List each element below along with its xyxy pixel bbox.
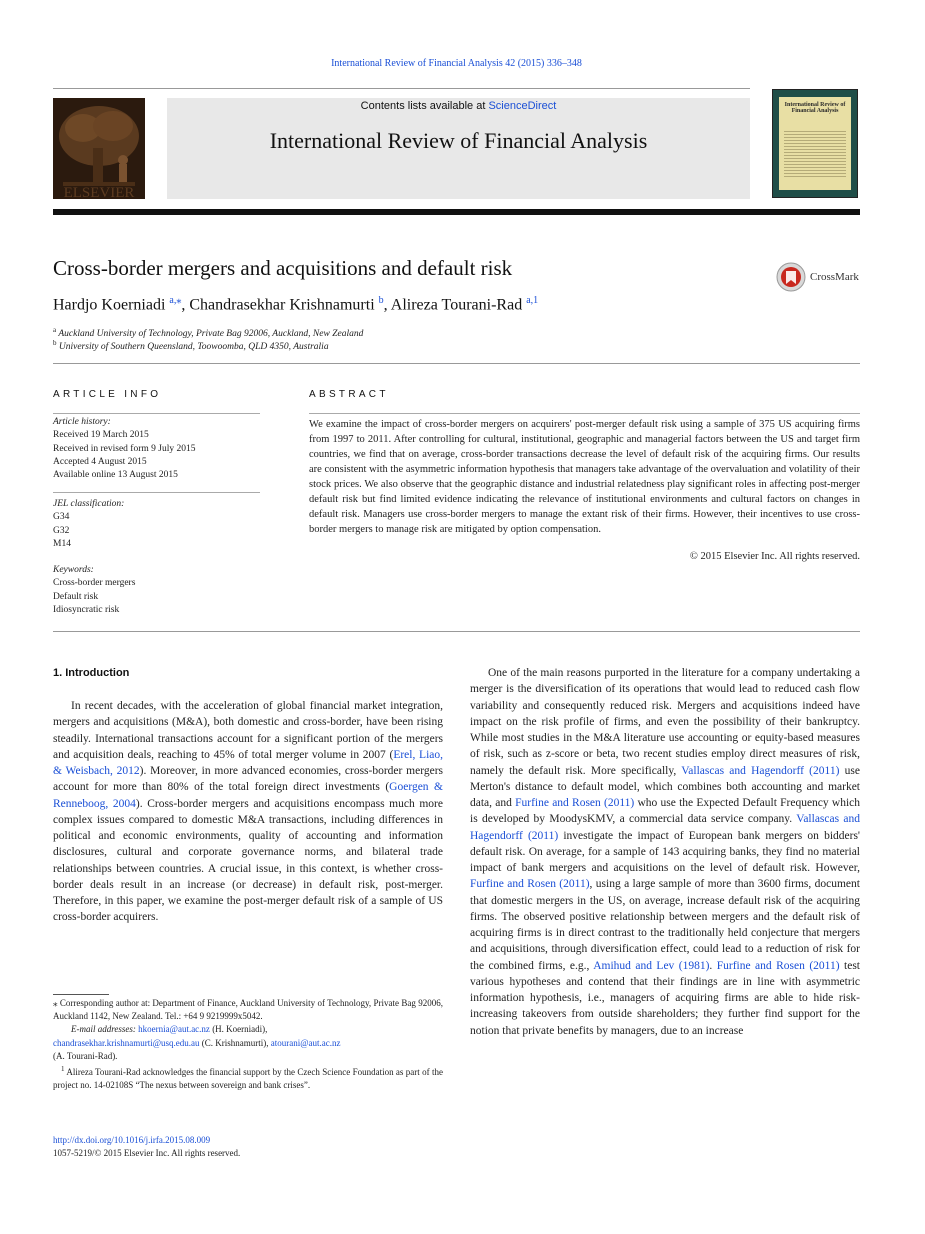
text-run: ). Moreover, in more advanced economies, cross-border mergers account for more than 80% of the total foreign direct investments ( [53, 765, 443, 794]
article-history [53, 416, 195, 482]
history-item: Accepted 4 August 2015 [53, 456, 147, 467]
jel-code: M14 [53, 538, 71, 549]
email-addresses [53, 1023, 443, 1036]
keywords [53, 564, 135, 617]
article-info-rule [53, 413, 260, 414]
text-run: ). Cross-border mergers and acquisitions encompass much more complex issues compared to domestic M&A transactions, including differences in political and economic environments, quality of accounting and information disclosures, cultural and corporate governance norms, and bilateral trade relationships between countries. A crucial issue, in this context, is whether cross-border deals result in an increase (or decrease) in default risk, post-merger. Therefore, in this paper, we examine the post-merger default risk of a sample of US cross-border acquirers. [53, 797, 443, 924]
footnote-mark: 1 [61, 1065, 65, 1074]
email-owner: (H. Koerniadi), [209, 1024, 268, 1035]
header-rule [53, 88, 750, 89]
history-item: Received 19 March 2015 [53, 430, 149, 441]
journal-reference-link[interactable]: International Review of Financial Analysis 42 (2015) 336–348 [331, 58, 582, 69]
doi-block [53, 1134, 240, 1160]
text-run: use Merton's distance to default model, which combines both accounting and market data, and [470, 764, 860, 809]
email-label: E-mail addresses: [71, 1024, 136, 1035]
contents-prefix: Contents lists available at [360, 100, 489, 112]
email-owner: (A. Tourani-Rad). [53, 1050, 118, 1061]
affiliation-mark: b [53, 339, 57, 347]
footnotes [53, 997, 443, 1092]
text-run: , using a large sample of more than 3600 firms, document that domestic mergers in the US, on average, increase default risk of the acquiring firms. The observed positive relationship between mergers and the default risk of acquiring firms is in direct contrast to the traditionally held conjecture that mergers and acquisitions, through diversification effect, could lead to a reduction of risk for the combined firms, e.g., [470, 878, 860, 972]
issn-line: 1057-5219/© 2015 Elsevier Inc. All rights reserved. [53, 1148, 241, 1158]
citation-link[interactable]: Furfine and Rosen (2011) [716, 959, 840, 972]
jel-classification [53, 498, 124, 551]
text-run: In recent decades, with the acceleration of global financial market integration, mergers and acquisitions (M&A), both domestic and cross-border, have been rising steadily. International transactions account for a significant portion of the mergers and acquisition deals, reaching to 45% of total merger volume in 2007 ( [53, 700, 443, 761]
corresponding-author-note: ⁎ Corresponding author at: Department of Finance, Auckland University of Technology, Private Bag 92006, Auckland 1142, New Zealand. Tel.: +64 9 9219999x5042. [53, 998, 443, 1022]
copyright: © 2015 Elsevier Inc. All rights reserved. [689, 551, 860, 562]
affiliation-text: Auckland University of Technology, Private Bag 92006, Auckland, New Zealand [58, 329, 364, 340]
citation-link[interactable]: Vallascas and Hagendorff (2011) [681, 764, 840, 777]
header-rule-thick [53, 209, 860, 215]
abstract-rule [309, 413, 860, 414]
publisher-logo [53, 98, 145, 199]
email-owner: (C. Krishnamurti), [199, 1037, 271, 1048]
journal-title: International Review of Financial Analysis [269, 128, 648, 153]
crossmark-icon[interactable] [776, 262, 806, 292]
cover-title: International Review of Financial Analysis [784, 102, 846, 114]
intro-paragraph-1 [53, 698, 443, 926]
journal-banner [167, 98, 750, 199]
email-addresses-cont [53, 1037, 443, 1050]
history-label: Article history: [53, 417, 111, 427]
email-link[interactable]: atourani@aut.ac.nz [270, 1037, 341, 1048]
section-heading: 1. Introduction [53, 667, 130, 679]
sciencedirect-link[interactable]: ScienceDirect [488, 100, 557, 112]
affiliation-mark: a [53, 326, 57, 334]
funding-text: Alireza Tourani-Rad acknowledges the financial support by the Czech Science Foundation as part of the project no. 14-02108S “The nexus between sovereign and bank crises”. [53, 1067, 443, 1091]
text-run: who use the Expected Default Frequency which is developed by MoodysKMV, a commercial data service company. [470, 797, 860, 826]
footnote-rule [53, 994, 109, 995]
affiliation [53, 326, 363, 339]
jel-code: G34 [53, 512, 70, 523]
email-link[interactable]: chandrasekhar.krishnamurti@usq.edu.au [53, 1037, 200, 1048]
tree-logo-icon [53, 98, 145, 199]
article-info-heading: ARTICLE INFO [53, 389, 162, 400]
text-run: investigate the impact of European bank mergers on bidders' default risk. On average, for a sample of 143 acquiring banks, they find no material impact of bank mergers and acquisitions on the level of default risk. However, [470, 829, 860, 874]
affiliation-text: University of Southern Queensland, Toowoomba, QLD 4350, Australia [58, 342, 329, 353]
citation-link[interactable]: Goergen & Renneboog, 2004 [53, 781, 443, 810]
text-run: test various hypotheses and contend that their findings are in line with asymmetric information hypothesis, i.e., managers of acquiring firms are able to hide risk-increasing takeovers from outside shareholders; they further find support for the notion that private benefits by managers, due to an increase [470, 959, 860, 1037]
cover-panel [779, 97, 851, 190]
author-affiliation-mark[interactable]: b [378, 295, 384, 306]
abstract-heading: ABSTRACT [309, 389, 389, 400]
cover-text-lines [784, 129, 846, 179]
doi-link[interactable]: http://dx.doi.org/10.1016/j.irfa.2015.08.009 [53, 1135, 211, 1145]
jel-label: JEL classification: [53, 499, 125, 509]
citation-link[interactable]: Amihud and Lev (1981) [593, 959, 710, 972]
author-affiliation-mark[interactable]: a,⁎ [169, 295, 182, 306]
citation-link[interactable]: Furfine and Rosen (2011) [470, 878, 590, 891]
paper-title: Cross-border mergers and acquisitions and default risk [53, 256, 513, 280]
journal-reference[interactable] [0, 58, 913, 69]
author-name: Hardjo Koerniadi [53, 296, 166, 314]
intro-paragraph-2 [470, 665, 860, 1039]
history-item: Received in revised form 9 July 2015 [53, 443, 196, 454]
publisher-logo-text: ELSEVIER [63, 185, 135, 199]
contents-line [167, 100, 750, 112]
citation-link[interactable]: Furfine and Rosen (2011) [515, 797, 635, 809]
keyword: Default risk [53, 591, 99, 602]
section-divider [53, 631, 860, 632]
article-info-rule [53, 492, 260, 493]
text-run: . [709, 959, 717, 972]
journal-cover-thumbnail[interactable] [772, 89, 858, 198]
jel-code: G32 [53, 525, 70, 536]
author-list: Hardjo Koerniadi $^{a,⁎}$, Chandrasekhar Krishnamurti $^b$, Alireza Tourani-Rad $^{a,1}$ [53, 295, 539, 314]
text-run: One of the main reasons purported in the literature for a company undertaking a merger is the diversification of its operations that would lead to reduced cash flow variability and consequently reduced risk. Mergers and acquisitions indeed have impact on the risk profile of firms, and even the possibility of their bankruptcy. While most studies in the M&A literature use accounting or equity-based measures of risk, such as z-score or beta, two recent studies employ direct measures of risk, namely the default risk. More specifically, [470, 667, 860, 777]
email-link[interactable]: hkoernia@aut.ac.nz [138, 1024, 210, 1035]
keyword: Idiosyncratic risk [53, 604, 120, 615]
author-name: Chandrasekhar Krishnamurti [189, 296, 375, 314]
affiliation [53, 339, 329, 352]
crossmark-label[interactable]: CrossMark [810, 271, 859, 283]
history-item: Available online 13 August 2015 [53, 470, 178, 481]
citation-link[interactable]: Erel, Liao, & Weisbach, 2012 [53, 748, 443, 777]
keyword: Cross-border mergers [53, 578, 136, 589]
section-divider [53, 363, 860, 364]
abstract-text: We examine the impact of cross-border mergers on acquirers' post-merger default risk using a sample of 375 US acquiring firms from 1997 to 2011. After controlling for cultural, institutional, geographic and managerial factors between the US and target firm countries, we find that on average, cross-border transactions decrease the level of default risk of the acquiring firms. Our results are consistent with the asymmetric information hypothesis that managers take advantage of the overvaluation and volatility of their stock prices. We also observe that the geographic distance and industrial relatedness play significant roles in affecting post-merger default risk but find limited evidence indicating the relevance of institutional environments and cultural factors on changes in default risk. Managers use cross-border mergers to manage the extant risk of their firms. However, their incentives to use cross-border mergers to manage risk are mitigated by option compensation. [309, 419, 860, 535]
keywords-label: Keywords: [53, 565, 94, 575]
author-name: Alireza Tourani-Rad [390, 296, 523, 314]
author-affiliation-mark[interactable]: a,1 [526, 295, 539, 306]
funding-footnote [53, 1063, 443, 1092]
citation-link[interactable]: Vallascas and Hagendorff (2011) [470, 813, 860, 842]
